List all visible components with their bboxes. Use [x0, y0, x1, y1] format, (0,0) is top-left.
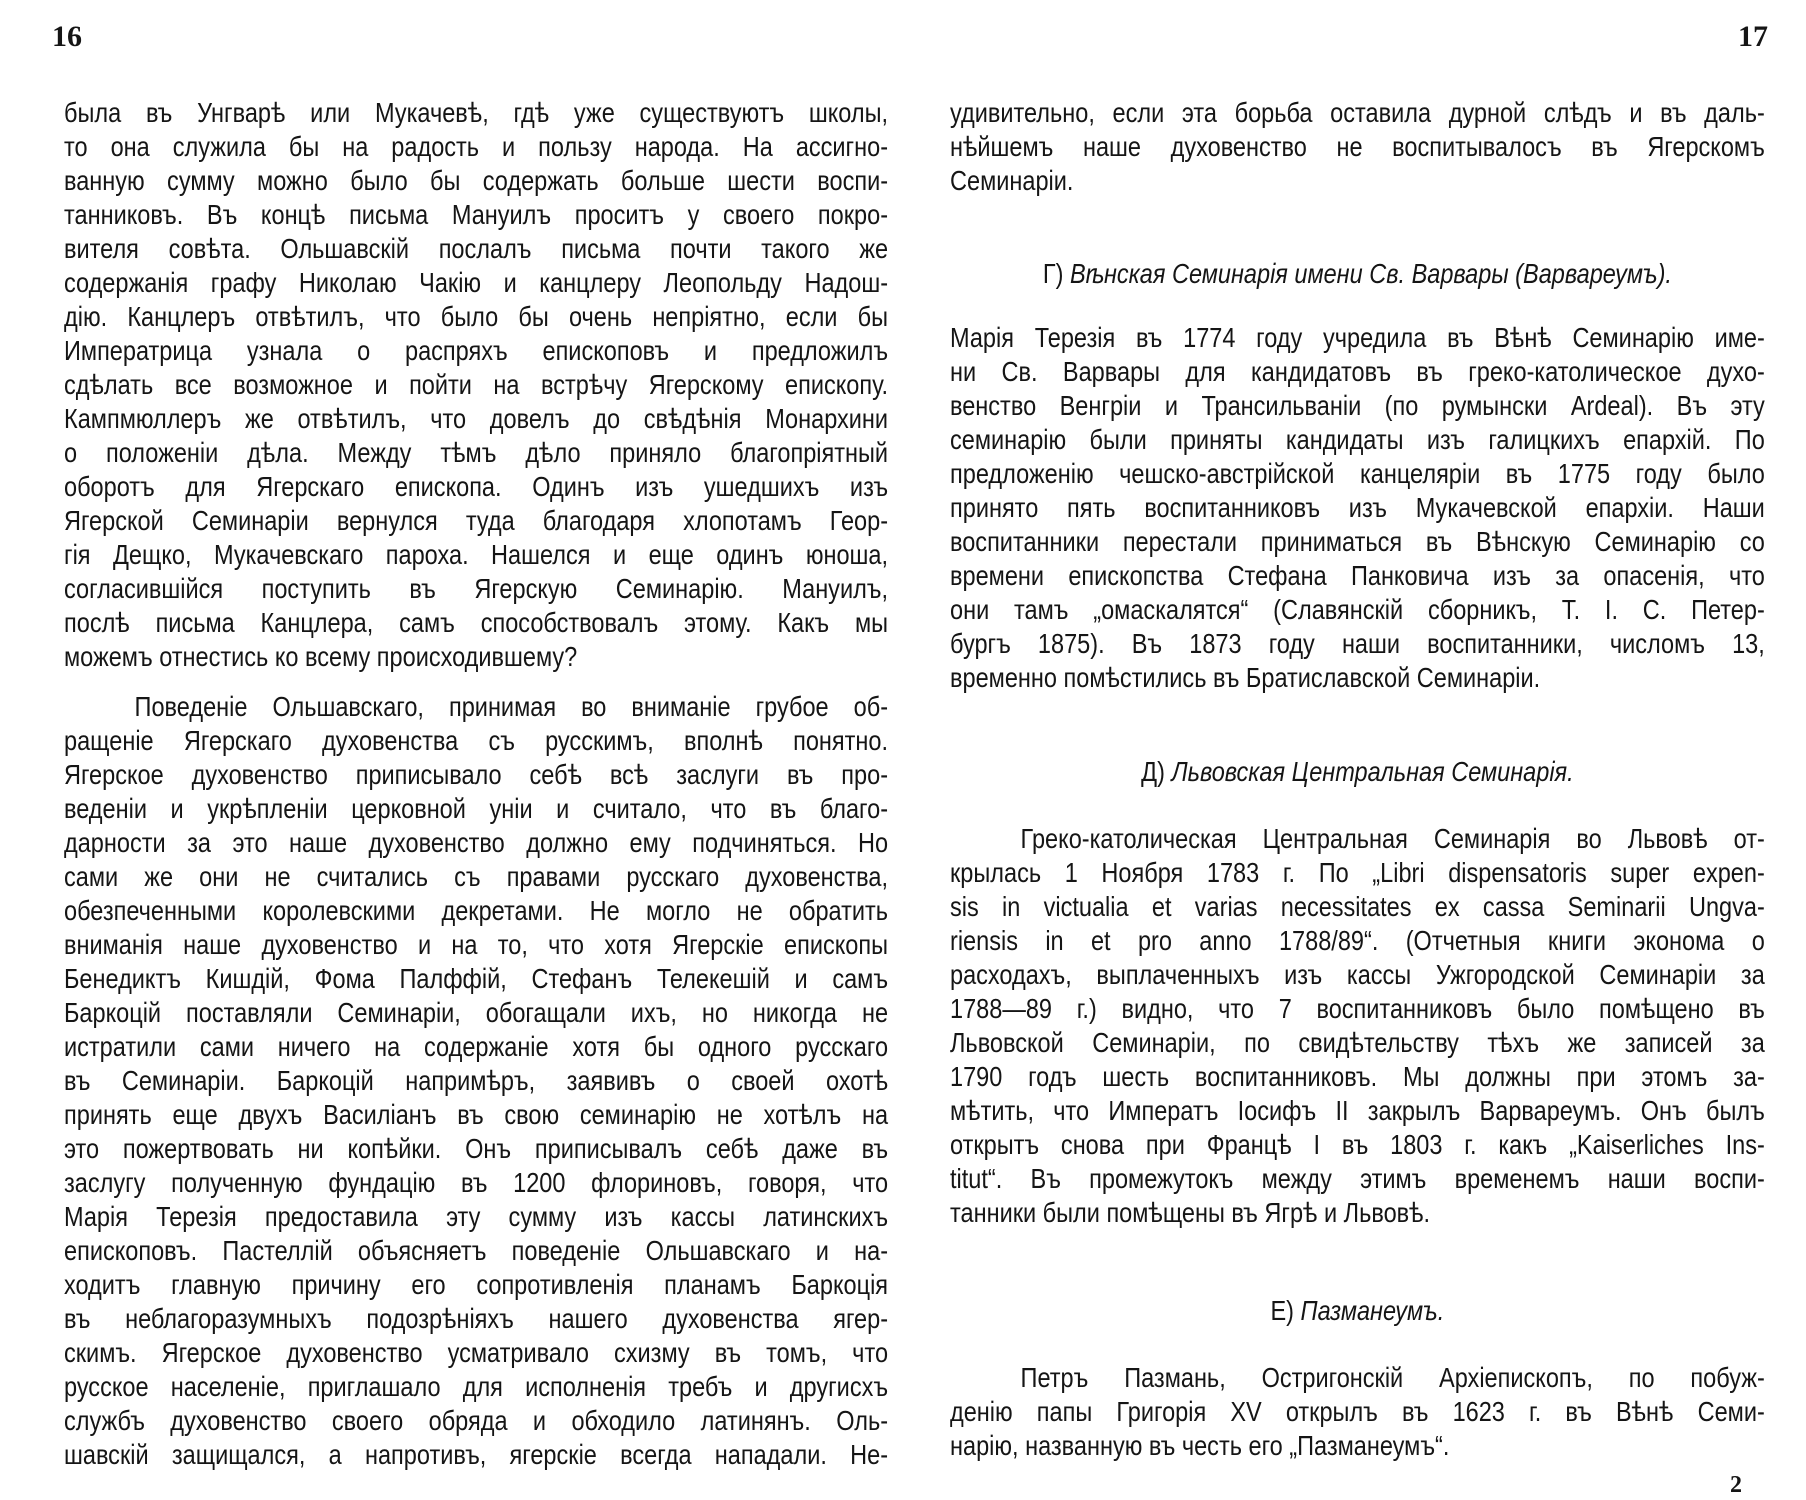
text-line: Марія Терезія предоставила эту сумму изъ кассы латинскихъ — [64, 1201, 889, 1232]
text-line: принято пять воспитанниковъ изъ Мукачевской епархіи. Наши — [950, 492, 1765, 523]
text-line: дію. Канцлеръ отвѣтилъ, что было бы очень непріятно, если бы — [64, 301, 889, 332]
text-line: ходитъ главную причину его сопротивленія планамъ Баркоція — [64, 1269, 889, 1300]
text-line: венство Венгріи и Трансильваніи (по румынски Ardeal). Въ эту — [950, 390, 1765, 421]
paragraph — [950, 1361, 1765, 1463]
text-line: семинарію были приняты кандидаты изъ галицкихъ епархій. По — [950, 424, 1765, 455]
text-line: была въ Унгварѣ или Мукачевѣ, гдѣ уже существуютъ школы, — [64, 97, 889, 128]
text-line: вителя совѣта. Ольшавскій послалъ письма почти такого же — [64, 233, 889, 264]
text-line: веденіи и укрѣпленіи церковной уніи и считало, что въ благо- — [64, 793, 889, 824]
text-line: сами же они не считались съ правами русскаго духовенства, — [64, 861, 889, 892]
text-line: о положеніи дѣла. Между тѣмъ дѣло приняло благопріятный — [64, 437, 889, 468]
text-line: службъ духовенство своего обряда и обходило латинянъ. Оль- — [64, 1405, 889, 1436]
text-line: шавскій защищался, а напротивъ, ягерскіе всегда нападали. Не- — [64, 1439, 889, 1470]
text-line: Марія Терезія въ 1774 году учредила въ Вѣнѣ Семинарію име- — [950, 322, 1765, 353]
text-line: Ягерское духовенство приписывало себѣ всѣ заслуги въ про- — [64, 759, 889, 790]
text-line: послѣ письма Канцлера, самъ способствовалъ этому. Какъ мы — [64, 607, 889, 638]
text-line: нарію, названную въ честь его „Пазманеумъ“. — [950, 1430, 1450, 1461]
paragraph — [64, 690, 888, 1472]
text-line: ни Св. Варвары для кандидатовъ въ греко-католическое духо- — [950, 356, 1765, 387]
text-line: крылась 1 Ноября 1783 г. По „Libri dispensatoris super expen- — [950, 857, 1765, 888]
text-line: Ягерской Семинаріи вернулся туда благодаря хлопотамъ Геор- — [64, 505, 889, 536]
text-line: ращеніе Ягерскаго духовенства съ русскимъ, вполнѣ понятно. — [64, 725, 889, 756]
text-line: обезпеченными королевскими декретами. Не могло не обратить — [64, 895, 889, 926]
section-heading-d — [950, 755, 1765, 789]
paragraph — [950, 96, 1765, 198]
heading-label: Е) — [1270, 1295, 1295, 1326]
text-line: Баркоцій поставляли Семинаріи, обогащали ихъ, но никогда не — [64, 997, 889, 1028]
text-line: они тамъ „омаскалятся“ (Славянскій сборникъ, Т. I. С. Петер- — [950, 594, 1765, 625]
text-line: titut“. Въ промежутокъ между этимъ временемъ наши воспи- — [950, 1163, 1765, 1194]
text-line: можемъ отнестись ко всему происходившему? — [64, 641, 578, 672]
text-line: удивительно, если эта борьба оставила дурной слѣдъ и въ даль- — [950, 97, 1765, 128]
text-line: Кампмюллеръ же отвѣтилъ, что довелъ до свѣдѣнія Монархини — [64, 403, 889, 434]
paragraph — [950, 822, 1765, 1230]
text-line: мѣтить, что Императъ Іосифъ II закрылъ Варвареумъ. Онъ былъ — [950, 1095, 1765, 1126]
text-line: содержанія графу Николаю Чакію и канцлеру Леопольду Надош- — [64, 267, 889, 298]
section-heading-e — [950, 1294, 1765, 1328]
text-line: денію папы Григорія XV открылъ въ 1623 г. въ Вѣнѣ Семи- — [950, 1396, 1765, 1427]
text-line: скимъ. Ягерское духовенство усматривало схизму въ томъ, что — [64, 1337, 889, 1368]
text-line: расходахъ, выплаченныхъ изъ кассы Ужгородской Семинаріи за — [950, 959, 1765, 990]
text-line: Львовской Семинаріи, по свидѣтельству тѣхъ же записей за — [950, 1027, 1765, 1058]
text-line: предложенію чешско-австрійской канцеляріи въ 1775 году было — [950, 458, 1765, 489]
text-line: въ Семинаріи. Баркоцій напримѣръ, заявивъ о своей охотѣ — [64, 1065, 889, 1096]
paragraph — [64, 96, 888, 674]
text-line: дарности за это наше духовенство должно ему подчиняться. Но — [64, 827, 889, 858]
text-line: заслугу полученную фундацію въ 1200 флориновъ, говоря, что — [64, 1167, 889, 1198]
text-line: оборотъ для Ягерскаго епископа. Одинъ изъ ушедшихъ изъ — [64, 471, 889, 502]
text-line: въ неблагоразумныхъ подозрѣніяхъ нашего духовенства ягер- — [64, 1303, 889, 1334]
text-line: riensis in et pro anno 1788/89“. (Отчетныя книги эконома о — [950, 925, 1765, 956]
heading-title: Вѣнская Семинарія имени Св. Варвары (Варвареумъ). — [1069, 258, 1672, 289]
text-line: истратили сами ничего на содержаніе хотя бы одного русскаго — [64, 1031, 889, 1062]
text-line: Бенедиктъ Кишдій, Фома Палффій, Стефанъ Телекешій и самъ — [64, 963, 889, 994]
page-number-left: 16 — [52, 20, 82, 53]
text-line: Поведеніе Ольшавскаго, принимая во вниманіе грубое об- — [134, 691, 889, 722]
text-line: Греко-католическая Центральная Семинарія во Львовѣ от- — [1020, 823, 1765, 854]
text-line: временно помѣстились въ Братиславской Семинаріи. — [950, 662, 1541, 693]
text-line: воспитанники перестали приниматься въ Вѣнскую Семинарію со — [950, 526, 1765, 557]
text-line: нѣйшемъ наше духовенство не воспитывалосъ въ Ягерскомъ — [950, 131, 1765, 162]
text-line: открытъ снова при Францѣ I въ 1803 г. какъ „Kaiserliches Ins- — [950, 1129, 1765, 1160]
text-line: русское населеніе, приглашало для исполненія требъ и другисхъ — [64, 1371, 889, 1402]
text-line: 1788—89 г.) видно, что 7 воспитанниковъ было помѣщено въ — [950, 993, 1765, 1024]
text-line: сдѣлать все возможное и пойти на встрѣчу Ягерскому епископу. — [64, 369, 889, 400]
text-line: танники были помѣщены въ Ягрѣ и Львовѣ. — [950, 1197, 1431, 1228]
text-line: времени епископства Стефана Панковича изъ за опасенія, что — [950, 560, 1765, 591]
text-line: танниковъ. Въ концѣ письма Мануилъ проситъ у своего покро- — [64, 199, 889, 230]
heading-title: Пазманеумъ. — [1300, 1295, 1445, 1326]
text-line: sis in victualia et varias necessitates ex cassa Seminarii Ungva- — [950, 891, 1765, 922]
text-line: бургъ 1875). Въ 1873 году наши воспитанники, числомъ 13, — [950, 628, 1765, 659]
heading-title: Львовская Центральная Семинарія. — [1171, 756, 1574, 787]
text-line: Семинаріи. — [950, 165, 1074, 196]
page-number-right: 17 — [1738, 20, 1768, 53]
heading-label: Г) — [1042, 258, 1064, 289]
signature-mark: 2 — [1730, 1472, 1742, 1498]
text-line: 1790 годъ шесть воспитанниковъ. Мы должны при этомъ за- — [950, 1061, 1765, 1092]
text-line: Петръ Пазмань, Остригонскій Архіепископъ, по побуж- — [1020, 1362, 1765, 1393]
text-line: то она служила бы на радость и пользу народа. На ассигно- — [64, 131, 889, 162]
heading-label: Д) — [1141, 756, 1165, 787]
text-line: Императрица узнала о распряхъ епископовъ и предложилъ — [64, 335, 889, 366]
text-line: принять еще двухъ Василіанъ въ свою семинарію не хотѣлъ на — [64, 1099, 889, 1130]
text-line: гія Дещко, Мукачевскаго пароха. Нашелся и еще одинъ юноша, — [64, 539, 889, 570]
text-line: епископовъ. Пастеллій объясняетъ поведеніе Ольшавскаго и на- — [64, 1235, 889, 1266]
text-line: это пожертвовать ни копѣйки. Онъ приписывалъ себѣ даже въ — [64, 1133, 889, 1164]
text-line: ванную сумму можно было бы содержать больше шести воспи- — [64, 165, 889, 196]
text-line: согласившійся поступить въ Ягерскую Семинарію. Мануилъ, — [64, 573, 889, 604]
text-line: вниманія наше духовенство и на то, что хотя Ягерскіе епископы — [64, 929, 889, 960]
section-heading-g — [950, 257, 1765, 291]
paragraph — [950, 321, 1765, 695]
